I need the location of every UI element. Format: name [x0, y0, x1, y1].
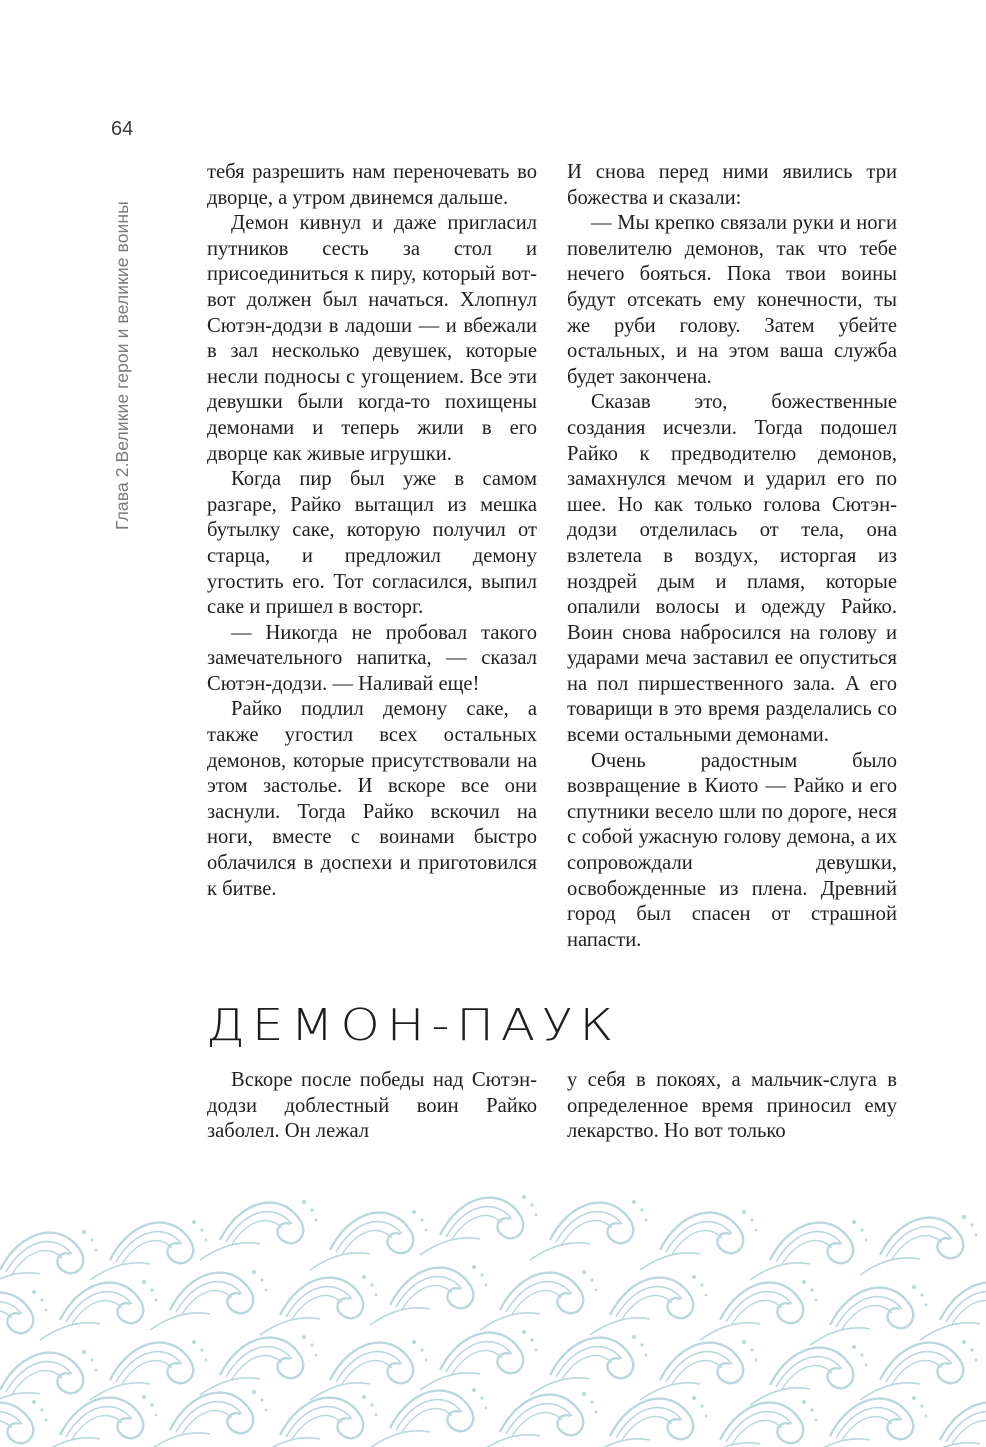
paragraph: — Никогда не пробовал такого замечательного напитка, — сказал Сютэн-додзи. — Наливай еще! [207, 621, 537, 695]
wave-row [0, 1388, 986, 1447]
right-column [567, 160, 897, 953]
waves-ornament [0, 1180, 986, 1447]
paragraph: у себя в покоях, а мальчик-слуга в определенное время приносил ему лекарство. Но вот только [567, 1069, 897, 1143]
section-left-column [207, 1068, 537, 1145]
paragraph: Сказав это, божественные создания исчезли. Тогда подошел Райко к предводителю демонов, замахнулся мечом и ударил его по шее. Но как только голова Сютэн-додзи отделилась от тела, она взлетела в воздух, исторгая из ноздрей дым и пламя, которые опалили волосы и одежду Райко. Воин снова набросился на голову и ударами меча заставил ее опуститься на пол пиршественного зала. А его товарищи в это время разделались со всеми остальными демонами. [567, 391, 897, 747]
paragraph: И снова перед ними явились три божества и сказали: [567, 161, 897, 209]
left-column [207, 160, 537, 902]
wave-row [0, 1330, 977, 1410]
paragraph: — Мы крепко связали руки и ноги повелителю демонов, так что тебе нечего бояться. Пока твои воины будут отсекать ему конечности, ты же руби голову. Затем убейте остальных, и на этом ваша служба будет закончена. [567, 212, 897, 388]
section-right-column [567, 1068, 897, 1145]
paragraph: Райко подлил демону саке, а также угостил всех остальных демонов, которые присутствовали на этом застолье. И вскоре все они заснули. Тогда Райко вскочил на ноги, вместе с воинами быстро облачился в доспехи и приготовился к битве. [207, 698, 537, 900]
paragraph: Вскоре после победы над Сютэн-додзи доблестный воин Райко заболел. Он лежал [207, 1069, 537, 1143]
wave-row [0, 1265, 986, 1350]
paragraph: Очень радостным было возвращение в Киото — Райко и его спутники весело шли по дороге, неся с собой ужасную голову демона, а их сопровождали девушки, освобожденные из плена. Древний город был спасен от страшной напасти. [567, 749, 897, 951]
wave-row [0, 1195, 977, 1290]
paragraph: тебя разрешить нам переночевать во дворце, а утром двинемся дальше. [207, 161, 537, 209]
running-chapter-title: Глава 2.Великие герои и великие воины [112, 201, 132, 530]
section-heading: ДЕМОН-ПАУК [206, 1000, 621, 1051]
paragraph: Демон кивнул и даже пригласил путников сесть за стол и присоединиться к пиру, который вот-вот должен был начаться. Хлопнул Сютэн-додзи в ладоши — и вбежали в зал несколько девушек, которые несли подносы с угощением. Все эти девушки были когда-то похищены демонами и теперь жили в его дворце как живые игрушки. [207, 212, 537, 465]
page-number: 64 [111, 118, 134, 140]
paragraph: Когда пир был уже в самом разгаре, Райко вытащил из мешка бутылку саке, которую получил от старца, и предложил демону угостить его. Тот согласился, выпил саке и пришел в восторг. [207, 468, 537, 619]
